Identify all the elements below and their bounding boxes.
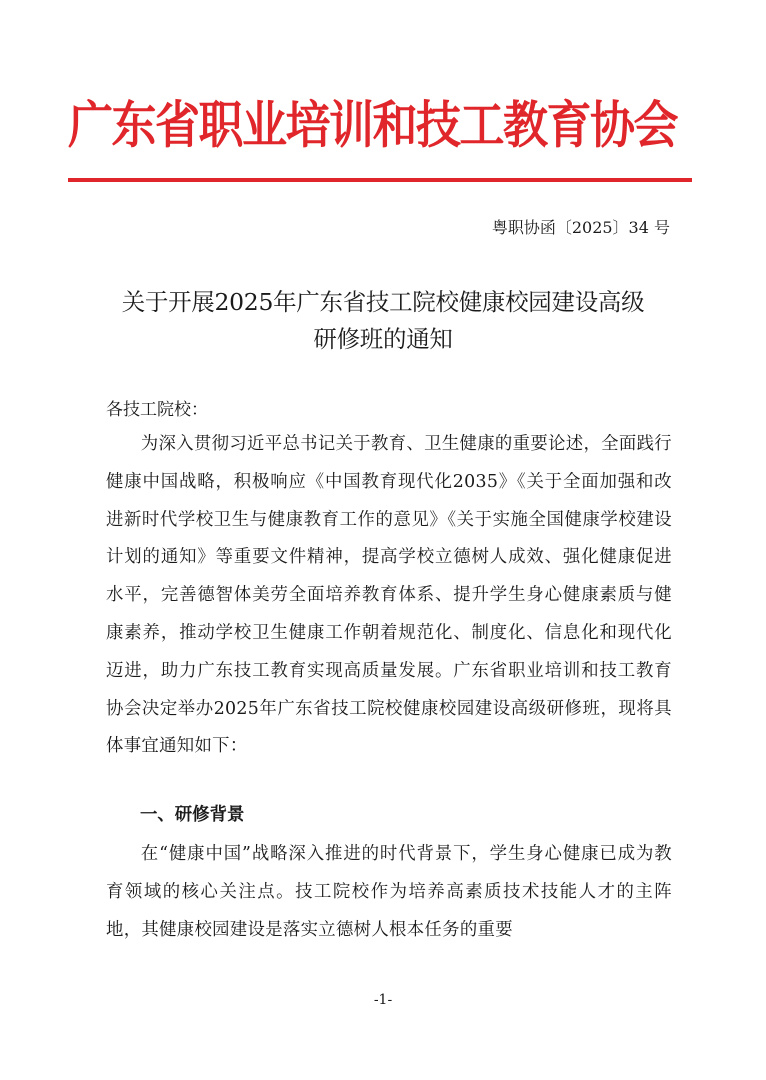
letterhead-org-name: 广东省职业培训和技工教育协会: [68, 95, 678, 155]
document-title-line-2: 研修班的通知: [313, 325, 453, 353]
section-heading: 一、研修背景: [140, 805, 245, 825]
document-title-line-1: 关于开展2025年广东省技工院校健康校园建设高级: [121, 288, 645, 316]
section-paragraph: 在“健康中国”战略深入推进的时代背景下，学生身心健康已成为教育领域的核心关注点。技工院校作为培养高素质技术技能人才的主阵地，其健康校园建设是落实立德树人根本任务的重要: [106, 844, 672, 940]
intro-paragraph: 为深入贯彻习近平总书记关于教育、卫生健康的重要论述，全面践行健康中国战略，积极响应《中国教育现代化2035》《关于全面加强和改进新时代学校卫生与健康教育工作的意见》《关于实施全国健康学校建设计划的通知》等重要文件精神，提高学校立德树人成效、强化健康促进水平，完善德智体美劳全面培养教育体系、提升学生身心健康素质与健康素养，推动学校卫生健康工作朝着规范化、制度化、信息化和现代化迈进，助力广东技工教育实现高质量发展。广东省职业培训和技工教育协会决定举办2025年广东省技工院校健康校园建设高级研修班，现将具体事宜通知如下：: [106, 434, 672, 757]
letterhead-red-rule: [68, 178, 692, 182]
salutation: 各技工院校：: [106, 400, 208, 420]
document-number: 粤职协函〔2025〕34 号: [491, 218, 670, 237]
page-number: -1-: [373, 992, 393, 1008]
